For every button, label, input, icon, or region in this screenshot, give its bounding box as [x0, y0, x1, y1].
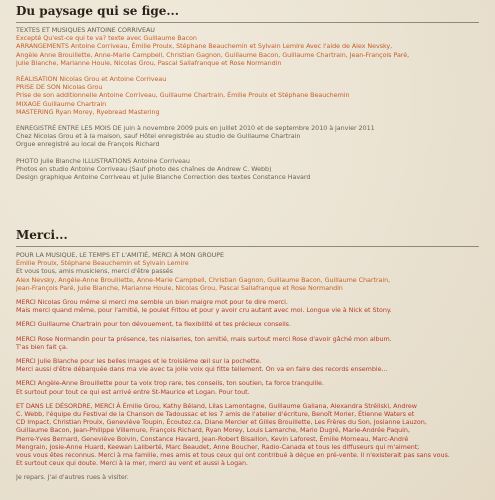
- thanks-line: Jean-François Paré, Julie Blanche, Marianne Houle, Nicolas Grou, Pascal Sallafranque et Rose Normandin: [16, 283, 343, 292]
- thanks-line: Et surtout pour tout ce qui est arrivé entre St-Maurice et Logan. Pour tout.: [16, 387, 250, 396]
- credit-line: Excepté Qu'est-ce qui te va? texte avec Guillaume Bacon: [16, 34, 197, 43]
- credit-line: TEXTES ET MUSIQUES ANTOINE CORRIVEAU: [16, 26, 155, 34]
- thanks-line: ET DANS LE DÉSORDRE, MERCI À Émilie Grou, Kathy Béland, Lilas Lamontagne, Guillaume Galiana, Alexandra Stréliski, Andrew: [16, 401, 417, 410]
- thanks-line: CD Impact, Christian Proulx, Geneviève Toupin, Écoutez.ca, Diane Mercier et Gilles Brouillette, Les Frères du Son, Josianne Lauzon,: [16, 418, 427, 427]
- thanks-section: [16, 251, 486, 486]
- thanks-title: Merci...: [16, 228, 68, 242]
- credit-line: Angèle Anne Brouillette, Anne-Marie Campbell, Christian Gagnon, Guillaume Bacon, Guillaume Chartrain, Jean-François Paré,: [16, 50, 410, 59]
- thanks-line: MERCI Julie Blanche pour les belles images et le troisième œil sur la pochette.: [16, 357, 262, 366]
- thanks-line: Alex Nevsky, Angèle-Anne Brouillette, Anne-Marie Campbell, Christian Gagnon, Guillaume Bacon, Guillaume Chartrain,: [16, 275, 391, 284]
- thanks-line: Et vous tous, amis musiciens, merci d'être passés: [16, 267, 173, 276]
- thanks-line: Merci aussi d'être débarquée dans ma vie avec ta jolie voix qui fitte tellement. On va en faire des records ensemble...: [16, 365, 388, 374]
- thanks-divider: [16, 246, 479, 247]
- page-title: Du paysage qui se fige...: [16, 4, 179, 18]
- thanks-line: T'as bien fait ça.: [16, 342, 68, 351]
- credit-line: Design graphique Antoine Corriveau et Julie Blanche Correction des textes Constance Havard: [16, 173, 311, 182]
- credit-line: PRISE DE SON Nicolas Grou: [16, 83, 103, 92]
- credit-line: ENREGISTRÉ ENTRE LES MOIS DE juin à novembre 2009 puis en juillet 2010 et de septembre 2010 à janvier 2011: [16, 124, 375, 133]
- title-divider: [16, 22, 479, 23]
- thanks-line: MERCI Guillaume Chartrain pour ton dévouement, ta flexibilité et tes précieux conseils.: [16, 320, 291, 329]
- credit-line: MASTERING Ryan Morey, Ryebread Mastering: [16, 107, 160, 116]
- credit-line: PHOTO Julie Blanche ILLUSTRATIONS Antoine Corriveau: [16, 156, 190, 165]
- credits-section: [16, 26, 486, 185]
- thanks-line: vous vous êtes reconnus. Merci à ma famille, mes amis et tous ceux qui ont contribué à déçue en pré-vente. Il n'existerait pas sans vous.: [16, 451, 450, 460]
- thanks-line: POUR LA MUSIQUE, LE TEMPS ET L'AMITIÉ, MERCI À MON GROUPE: [16, 251, 225, 259]
- credit-line: Orgue enregistré au local de François Richard: [16, 140, 160, 149]
- thanks-line: C. Webb, l'équipe du Festival de la Chanson de Tadoussac et les 7 amis de l'atelier d'écriture, Benoît Morier, Étienne Waters et: [16, 410, 415, 419]
- thanks-line: Et surtout ceux qui doute. Merci à la mer, merci au vent et aussi à Logan.: [16, 459, 248, 468]
- credit-line: Julie Blanche, Marianne Houle, Nicolas Grou, Pascal Sallafranque et Rose Normandin: [16, 58, 282, 67]
- credit-line: RÉALISATION Nicolas Grou et Antoine Corriveau: [16, 75, 167, 84]
- thanks-line: Mais merci quand même, pour l'amitié, le poulet Fritou et pour y avoir cru autant avec moi. Longue vie à Nick et Stony.: [16, 306, 392, 315]
- closing-line: Je repars. J'ai d'autres rues à visiter.: [16, 473, 129, 482]
- thanks-line: MERCI Nicolas Grou même si merci me semble un bien maigre mot pour te dire merci.: [16, 298, 288, 307]
- credit-line: ARRANGEMENTS Antoine Corriveau, Émilie Proulx, Stéphane Beauchemin et Sylvain Lemire Avec l'aide de Alex Nevsky,: [16, 42, 393, 51]
- credit-line: Photos en studio Antoine Corriveau (Sauf photo des chaînes de Andrew C. Webb): [16, 164, 272, 173]
- credit-line: Chez Nicolas Grou et à la maison, sauf Hôtel enregistrée au studio de Guillaume Chartrain: [16, 132, 301, 141]
- credit-line: Prise de son additionnelle Antoine Corriveau, Guillaume Chartrain, Émilie Proulx et Stéphane Beauchemin: [16, 91, 350, 100]
- thanks-line: MERCI Rose Normandin pour ta présence, tes niaiseries, ton amitié, mais surtout merci Rose d'avoir gâché mon album.: [16, 334, 392, 343]
- thanks-line: Émilie Proulx, Stéphane Beauchemin et Sylvain Lemire: [16, 259, 189, 268]
- thanks-line: Pierre-Yves Bernard, Geneviève Boivin, Constance Havard, Jean-Robert Bisaillon, Kevin Laforest, Émilie Morneau, Marc-André: [16, 434, 409, 443]
- thanks-line: Guillaume Bacon, Jean-Philippe Villemure, François Richard, Ryan Morey, Louis Lamarche, Mario Dugré, Marie-Andrée Paquin,: [16, 426, 410, 435]
- thanks-line: Mengrain, Josie-Anne Huard, Keewan Laliberté, Marc Beaudet, Anne Boucher, Radio-Canada et tous les diffuseurs qui m'aiment;: [16, 442, 420, 451]
- credit-line: MIXAGE Guillaume Chartrain: [16, 99, 107, 108]
- thanks-line: MERCI Angèle-Anne Brouillette pour ta voix trop rare, tes conseils, ton soutien, ta force tranquille.: [16, 379, 324, 388]
